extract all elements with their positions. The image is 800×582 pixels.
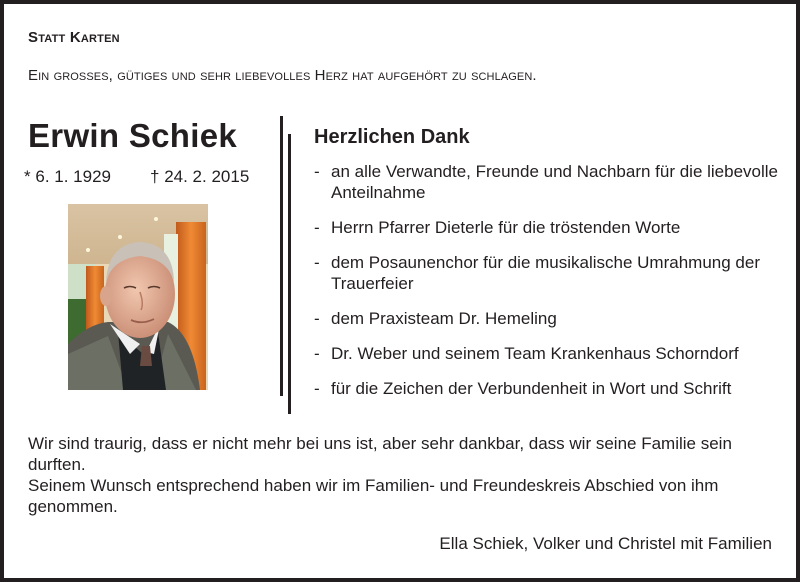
dash-bullet: - [314, 218, 320, 237]
deceased-name: Erwin Schiek [28, 117, 238, 154]
list-item: - für die Zeichen der Verbundenheit in Wort und Schrift [314, 379, 732, 398]
list-item: - Herrn Pfarrer Dieterle für die tröstenden Worte [314, 218, 681, 237]
closing-paragraph: Wir sind traurig, dass er nicht mehr bei uns ist, aber sehr dankbar, dass wir seine Familie sein durften. [28, 434, 732, 474]
thanks-list [314, 161, 794, 413]
portrait-photo [68, 204, 208, 390]
closing-text [28, 433, 788, 517]
dash-bullet: - [314, 309, 320, 328]
list-item: - dem Posaunenchor für die musikalische Umrahmung der Trauerfeier [314, 253, 760, 293]
obituary-card [4, 4, 796, 578]
list-item: - Dr. Weber und seinem Team Krankenhaus Schorndorf [314, 344, 739, 363]
closing-paragraph: Seinem Wunsch entsprechend haben wir im Familien- und Freundeskreis Abschied von ihm genommen. [28, 476, 719, 516]
list-item: - an alle Verwandte, Freunde und Nachbarn für die liebevolle Anteilnahme [314, 162, 779, 202]
star-birth-icon: * [24, 167, 31, 186]
header-statt-karten: Statt Karten [28, 29, 120, 46]
list-item: - dem Praxisteam Dr. Hemeling [314, 309, 557, 328]
birth-date: * 6. 1. 1929 [24, 167, 111, 186]
death-date: † 24. 2. 2015 [150, 167, 250, 186]
intro-line: Ein grosses, gütiges und sehr liebevolles Herz hat aufgehört zu schlagen. [28, 67, 537, 84]
dash-bullet: - [314, 379, 320, 398]
signature: Ella Schiek, Volker und Christel mit Familien [439, 534, 772, 553]
divider-line-left [280, 116, 283, 396]
dash-bullet: - [314, 344, 320, 363]
divider-line-right [288, 134, 291, 414]
thanks-title: Herzlichen Dank [314, 126, 470, 148]
dash-bullet: - [314, 253, 320, 272]
dash-bullet: - [314, 162, 320, 181]
cross-death-icon: † [150, 167, 160, 186]
